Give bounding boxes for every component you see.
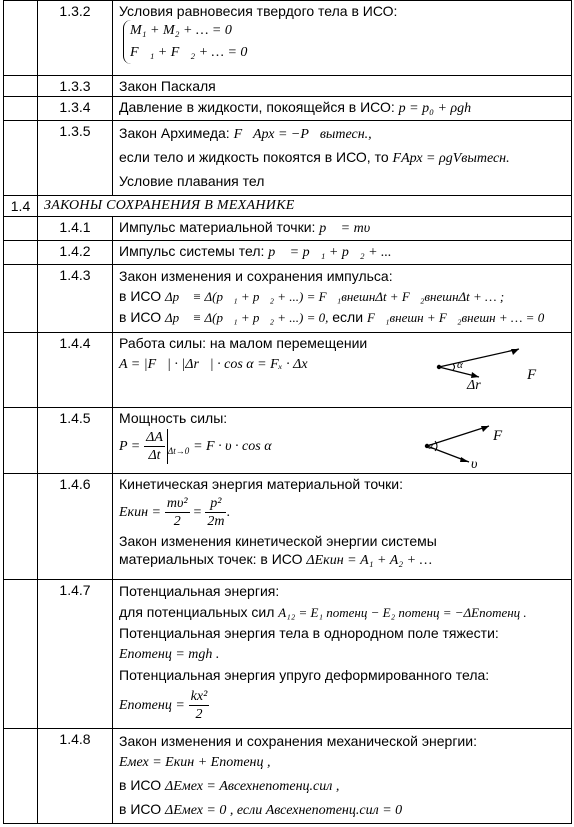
table-row [4, 408, 572, 474]
row-title: Закон изменения и сохранения механической энергии: [119, 733, 477, 749]
row-blank-cell [4, 217, 38, 241]
fraction-numerator: mυ² [166, 496, 188, 511]
row-title: Закон Паскаля [119, 78, 216, 94]
section-row [4, 196, 572, 217]
table-row [4, 474, 572, 580]
row-content [113, 408, 572, 474]
mechanical-energy-conservation: ΔEмех = 0 , если Aвсехнепотенц.сил = 0 [164, 803, 403, 818]
row-content [113, 217, 572, 241]
gravity-potential-title: Потенциальная энергия тела в однородном поле тяжести: [119, 625, 499, 641]
if-label: если [332, 309, 364, 325]
angle-arc [453, 364, 455, 370]
row-title: Кинетическая энергия материальной точки: [119, 476, 403, 492]
floating-condition: Условие плавания тел [119, 173, 265, 189]
work-formula: A = |F⃗| · |Δr⃗| · cos α = Fₓ · Δx [119, 357, 308, 372]
row-content [113, 333, 572, 408]
velocity-label: υ [471, 457, 478, 470]
power-symbol: P = [119, 439, 141, 455]
table-row [4, 121, 572, 196]
row-content [113, 580, 572, 729]
displacement-label: Δr [467, 378, 481, 389]
row-blank-cell [4, 333, 38, 408]
section-number: 1.4 [4, 196, 38, 217]
row-title: Условия равновесия твердого тела в ИСО: [119, 3, 398, 19]
kinetic-energy-symbol: Eкин = [119, 505, 161, 521]
row-title: Давление в жидкости, покоящейся в ИСО: [119, 99, 395, 115]
gravity-potential-formula: Eпотенц = mgh . [119, 647, 220, 662]
kinetic-fraction-1 [165, 495, 190, 530]
equation-forces: F⃗₁ + F⃗₂ + … = 0 [130, 45, 248, 60]
fraction-numerator: kx² [190, 689, 208, 704]
row-blank-cell [4, 474, 38, 580]
potential-work-formula: A₁₂ = E₁ потенц − E₂ потенц = −ΔEпотенц . [278, 605, 527, 620]
iso-label: в ИСО [119, 801, 162, 817]
iso-label: в ИСО [119, 288, 162, 304]
mechanical-energy-change: ΔEмех = Aвсехнепотенц.сил , [164, 779, 340, 794]
row-number: 1.4.5 [38, 408, 113, 474]
elastic-potential-title: Потенциальная энергия упруго деформированного тела: [119, 667, 490, 683]
row-blank-cell [4, 121, 38, 196]
archimedes-condition: если тело и жидкость покоятся в ИСО, то [119, 149, 389, 165]
velocity-vector-arrowhead [460, 457, 469, 462]
section-title: ЗАКОНЫ СОХРАНЕНИЯ В МЕХАНИКЕ [38, 196, 572, 217]
archimedes-formula: F⃗Арх = −P⃗вытесн., [233, 127, 372, 142]
power-vector-diagram [413, 412, 523, 470]
force-label: F [527, 367, 537, 383]
row-content [113, 241, 572, 265]
row-blank-cell [4, 408, 38, 474]
force-label: F [493, 428, 503, 444]
row-title: Мощность силы: [119, 410, 228, 426]
potential-forces-text: для потенциальных сил [119, 604, 275, 620]
iso-label: в ИСО [119, 777, 162, 793]
force-vector [439, 349, 519, 367]
row-content [113, 97, 572, 121]
row-content [113, 474, 572, 580]
equilibrium-system [123, 20, 247, 64]
fraction-denominator: Δt [148, 448, 161, 463]
row-number: 1.3.4 [38, 97, 113, 121]
row-title: Импульс материальной точки: [119, 219, 316, 235]
fraction-numerator: ΔA [146, 430, 163, 445]
system-momentum-formula: p⃗ = p⃗₁ + p⃗₂ + ... [268, 245, 392, 260]
row-blank-cell [4, 1, 38, 76]
fraction-denominator: 2 [195, 707, 203, 722]
table-row [4, 333, 572, 408]
row-title: Закон Архимеда: [119, 125, 230, 141]
row-title: Потенциальная энергия: [119, 583, 280, 599]
equals-sign: = [193, 505, 202, 521]
row-blank-cell [4, 97, 38, 121]
equation-moments: M₁ + M₂ + … = 0 [130, 23, 232, 38]
momentum-change-formula: Δp⃗ ≡ Δ(p⃗₁ + p⃗₂ + ...) = F⃗₁внешнΔt + F⃗₂внешнΔt + … ; [164, 289, 505, 304]
archimedes-formula-2: FАрх = ρgVвытесн. [392, 151, 510, 166]
row-number: 1.3.3 [38, 76, 113, 97]
power-formula-rest: = F · υ · cos α [193, 439, 272, 455]
pressure-formula: p = p₀ + ρgh [398, 101, 472, 116]
row-number: 1.4.1 [38, 217, 113, 241]
row-blank-cell [4, 76, 38, 97]
table-row [4, 1, 572, 76]
table-row [4, 265, 572, 333]
kinetic-theorem-formula: ΔEкин = A₁ + A₂ + … [306, 553, 433, 568]
row-content [113, 76, 572, 97]
origin-point [437, 365, 441, 369]
external-forces-condition: F⃗₁внешн + F⃗₂внешн + … = 0 [366, 310, 545, 325]
row-number: 1.4.3 [38, 265, 113, 333]
kinetic-theorem-text: материальных точек: в ИСО [119, 551, 303, 567]
row-title: Импульс системы тел: [119, 243, 265, 259]
power-fraction [144, 429, 168, 464]
alpha-label: α [428, 441, 434, 452]
force-vector-arrowhead [511, 349, 519, 355]
row-number: 1.3.5 [38, 121, 113, 196]
codifier-table [3, 0, 572, 824]
row-number: 1.4.7 [38, 580, 113, 729]
row-number: 1.4.6 [38, 474, 113, 580]
row-content [113, 1, 572, 76]
table-row [4, 76, 572, 97]
row-blank-cell [4, 729, 38, 824]
elastic-potential-symbol: Eпотенц = [119, 698, 185, 714]
iso-label: в ИСО [119, 309, 162, 325]
momentum-formula: p⃗ = mυ⃗ [319, 221, 382, 236]
row-number: 1.3.2 [38, 1, 113, 76]
row-title: Закон изменения и сохранения импульса: [119, 268, 393, 284]
row-content [113, 121, 572, 196]
elastic-fraction [189, 688, 210, 723]
row-content [113, 265, 572, 333]
mechanical-energy-formula: Eмех = Eкин + Eпотенц , [119, 755, 271, 770]
table-row [4, 729, 572, 824]
alpha-label: α [457, 359, 463, 371]
kinetic-theorem-title: Закон изменения кинетической энергии системы [119, 533, 437, 549]
table-row [4, 97, 572, 121]
row-blank-cell [4, 241, 38, 265]
work-vector-diagram [433, 339, 543, 389]
row-number: 1.4.2 [38, 241, 113, 265]
table-row [4, 241, 572, 265]
fraction-numerator: p² [205, 495, 226, 513]
row-content [113, 729, 572, 824]
table-row [4, 580, 572, 729]
force-vector-arrowhead [481, 426, 489, 432]
row-number: 1.4.4 [38, 333, 113, 408]
kinetic-fraction-2 [205, 495, 226, 530]
table-row [4, 217, 572, 241]
row-number: 1.4.8 [38, 729, 113, 824]
limit-subscript: Δt→0 [167, 446, 190, 456]
momentum-conservation-formula: Δp⃗ ≡ Δ(p⃗₁ + p⃗₂ + ...) = 0, [164, 310, 329, 325]
fraction-denominator: 2m [207, 514, 225, 529]
row-blank-cell [4, 265, 38, 333]
row-blank-cell [4, 580, 38, 729]
fraction-denominator: 2 [173, 514, 181, 529]
row-title: Работа силы: на малом перемещении [119, 335, 368, 351]
period: . [226, 505, 230, 521]
